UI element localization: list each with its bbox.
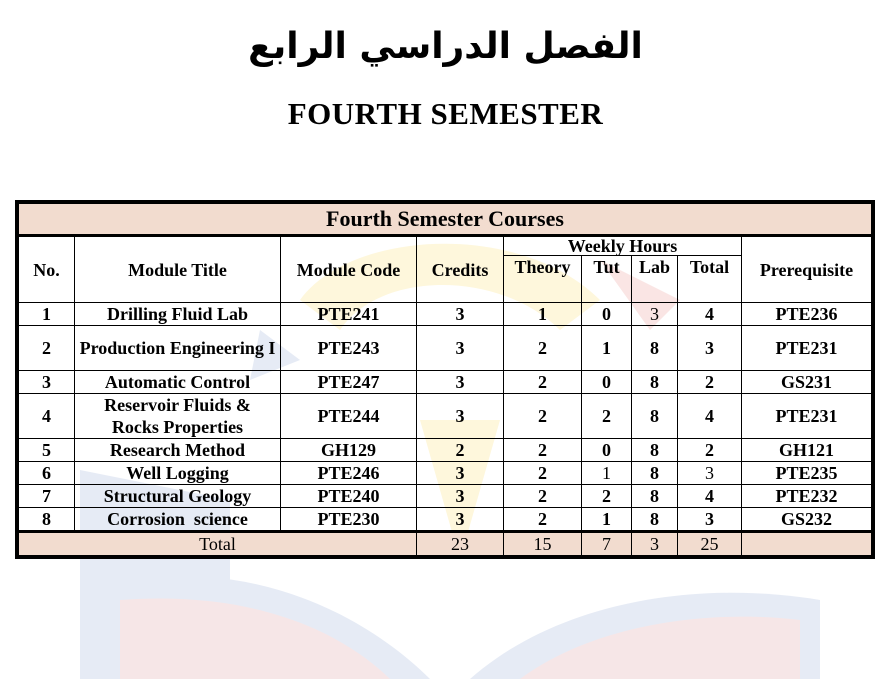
cell-tut: 0 [582,303,632,326]
cell-tut: 2 [582,394,632,439]
cell-total: 3 [678,326,742,371]
cell-total: 3 [678,462,742,485]
header-lab: Lab [632,256,678,303]
totals-lab: 3 [632,532,678,556]
totals-row [19,532,872,556]
cell-no: 3 [19,371,75,394]
cell-total: 4 [678,485,742,508]
totals-label: Total [19,532,417,556]
cell-credits: 3 [417,462,504,485]
totals-tut: 7 [582,532,632,556]
cell-prereq: GH121 [742,439,872,462]
cell-no: 1 [19,303,75,326]
cell-no: 6 [19,462,75,485]
header-weekly-hours: Weekly Hours [504,236,742,256]
totals-total: 25 [678,532,742,556]
cell-tut: 2 [582,485,632,508]
header-tut: Tut [582,256,632,303]
cell-title: Production Engineering I [75,326,281,371]
cell-lab: 8 [632,462,678,485]
cell-tut: 1 [582,326,632,371]
cell-credits: 3 [417,508,504,532]
cell-theory: 2 [504,439,582,462]
cell-title: Corrosion science [75,508,281,532]
cell-credits: 3 [417,303,504,326]
cell-prereq: PTE236 [742,303,872,326]
cell-code: PTE240 [281,485,417,508]
cell-theory: 2 [504,508,582,532]
cell-lab: 8 [632,439,678,462]
cell-credits: 3 [417,371,504,394]
cell-no: 8 [19,508,75,532]
courses-table-container [15,200,875,559]
cell-credits: 2 [417,439,504,462]
cell-prereq: PTE231 [742,326,872,371]
header-theory: Theory [504,256,582,303]
cell-title: Automatic Control [75,371,281,394]
table-row [19,439,872,462]
cell-total: 2 [678,439,742,462]
cell-prereq: PTE235 [742,462,872,485]
cell-theory: 2 [504,326,582,371]
cell-prereq: PTE231 [742,394,872,439]
cell-total: 3 [678,508,742,532]
cell-credits: 3 [417,326,504,371]
cell-lab: 8 [632,508,678,532]
cell-prereq: GS231 [742,371,872,394]
table-row [19,485,872,508]
cell-title: Well Logging [75,462,281,485]
cell-code: GH129 [281,439,417,462]
table-row [19,462,872,485]
cell-title: Drilling Fluid Lab [75,303,281,326]
cell-no: 4 [19,394,75,439]
table-row [19,371,872,394]
cell-tut: 1 [582,508,632,532]
cell-title: Reservoir Fluids & Rocks Properties [75,394,281,439]
cell-tut: 1 [582,462,632,485]
totals-theory: 15 [504,532,582,556]
header-total: Total [678,256,742,303]
english-title: FOURTH SEMESTER [287,96,604,131]
cell-code: PTE241 [281,303,417,326]
cell-credits: 3 [417,485,504,508]
cell-code: PTE247 [281,371,417,394]
cell-tut: 0 [582,439,632,462]
table-row [19,326,872,371]
cell-code: PTE244 [281,394,417,439]
totals-prereq [742,532,872,556]
cell-theory: 2 [504,371,582,394]
cell-tut: 0 [582,371,632,394]
cell-lab: 8 [632,485,678,508]
cell-lab: 8 [632,326,678,371]
cell-prereq: PTE232 [742,485,872,508]
cell-theory: 2 [504,394,582,439]
cell-prereq: GS232 [742,508,872,532]
cell-total: 4 [678,394,742,439]
cell-lab: 3 [632,303,678,326]
header-credits: Credits [417,236,504,303]
cell-total: 2 [678,371,742,394]
cell-code: PTE246 [281,462,417,485]
arabic-title: الفصل الدراسي الرابع [248,26,643,67]
header-module-title: Module Title [75,236,281,303]
cell-title: Research Method [75,439,281,462]
totals-credits: 23 [417,532,504,556]
cell-no: 7 [19,485,75,508]
cell-theory: 2 [504,485,582,508]
cell-title: Structural Geology [75,485,281,508]
cell-theory: 1 [504,303,582,326]
courses-table [18,203,872,556]
cell-lab: 8 [632,394,678,439]
table-row [19,303,872,326]
table-row [19,508,872,532]
cell-total: 4 [678,303,742,326]
cell-no: 5 [19,439,75,462]
header-prerequisite: Prerequisite [742,236,872,303]
cell-lab: 8 [632,371,678,394]
cell-no: 2 [19,326,75,371]
cell-credits: 3 [417,394,504,439]
header-module-code: Module Code [281,236,417,303]
cell-theory: 2 [504,462,582,485]
table-row [19,394,872,439]
table-caption: Fourth Semester Courses [19,204,872,236]
header-no: No. [19,236,75,303]
cell-code: PTE230 [281,508,417,532]
cell-code: PTE243 [281,326,417,371]
